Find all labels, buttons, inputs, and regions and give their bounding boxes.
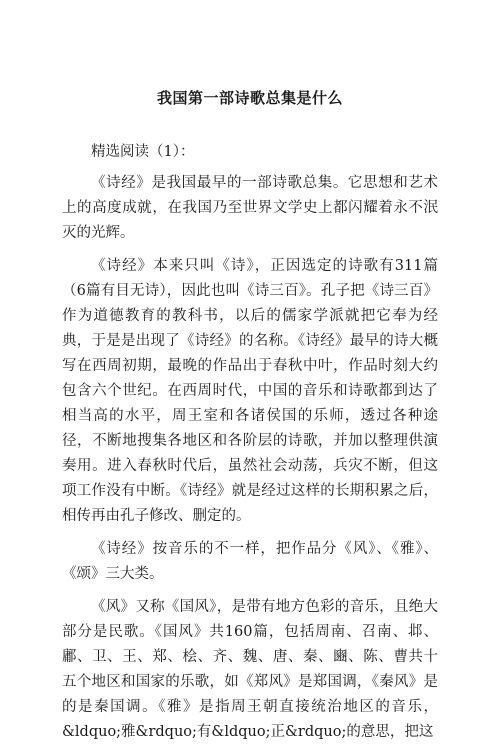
paragraph-1: 《诗经》是我国最早的一部诗歌总集。它思想和艺术上的高度成就，在我国乃至世界文学史上都闪耀着永不泯灭的光辉。	[62, 175, 438, 241]
paragraph-2: 《诗经》本来只叫《诗》，正因选定的诗歌有311篇（6篇有目无诗），因此也叫《诗三百》。孔子把《诗三百》作为道德教育的教科书，以后的儒家学派就把它奉为经典，于是是出现了《诗经》的名称。《诗经》最早的诗大概写在西周初期，最晚的作品出于春秋中叶，作品时刻大约包含六个世纪。在西周时代，中国的音乐和诗歌都到达了相当高的水平，周王室和各诸侯国的乐师，透过各种途径，不断地搜集各地区和各阶层的诗歌，并加以整理供演奏用。进入春秋时代后，虽然社会动荡，兵灾不断，但这项工作没有中断。《诗经》就是经过这样的长期积累之后，相传再由孔子修改、删定的。	[62, 258, 438, 524]
intro-label: 精选阅读（1）：	[91, 144, 195, 160]
document-title: 我国第一部诗歌总集是什么	[156, 89, 343, 107]
paragraph-3: 《诗经》按音乐的不一样，把作品分《风》、《雅》、《颂》三大类。	[62, 541, 438, 582]
paragraph-4: 《风》又称《国风》，是带有地方色彩的音乐，且绝大部分是民歌。《国风》共160篇，包括周南、召南、邶、鄘、卫、王、郑、桧、齐、魏、唐、秦、豳、陈、曹共十五个地区和国家的乐歌，如《郑风》是郑国调，《秦风》是的是秦国调。《雅》是指周王朝直接统治地区的音乐，&ldquo;雅&rdquo;有&ldquo;正&rdquo;的意思，把这	[62, 599, 438, 740]
